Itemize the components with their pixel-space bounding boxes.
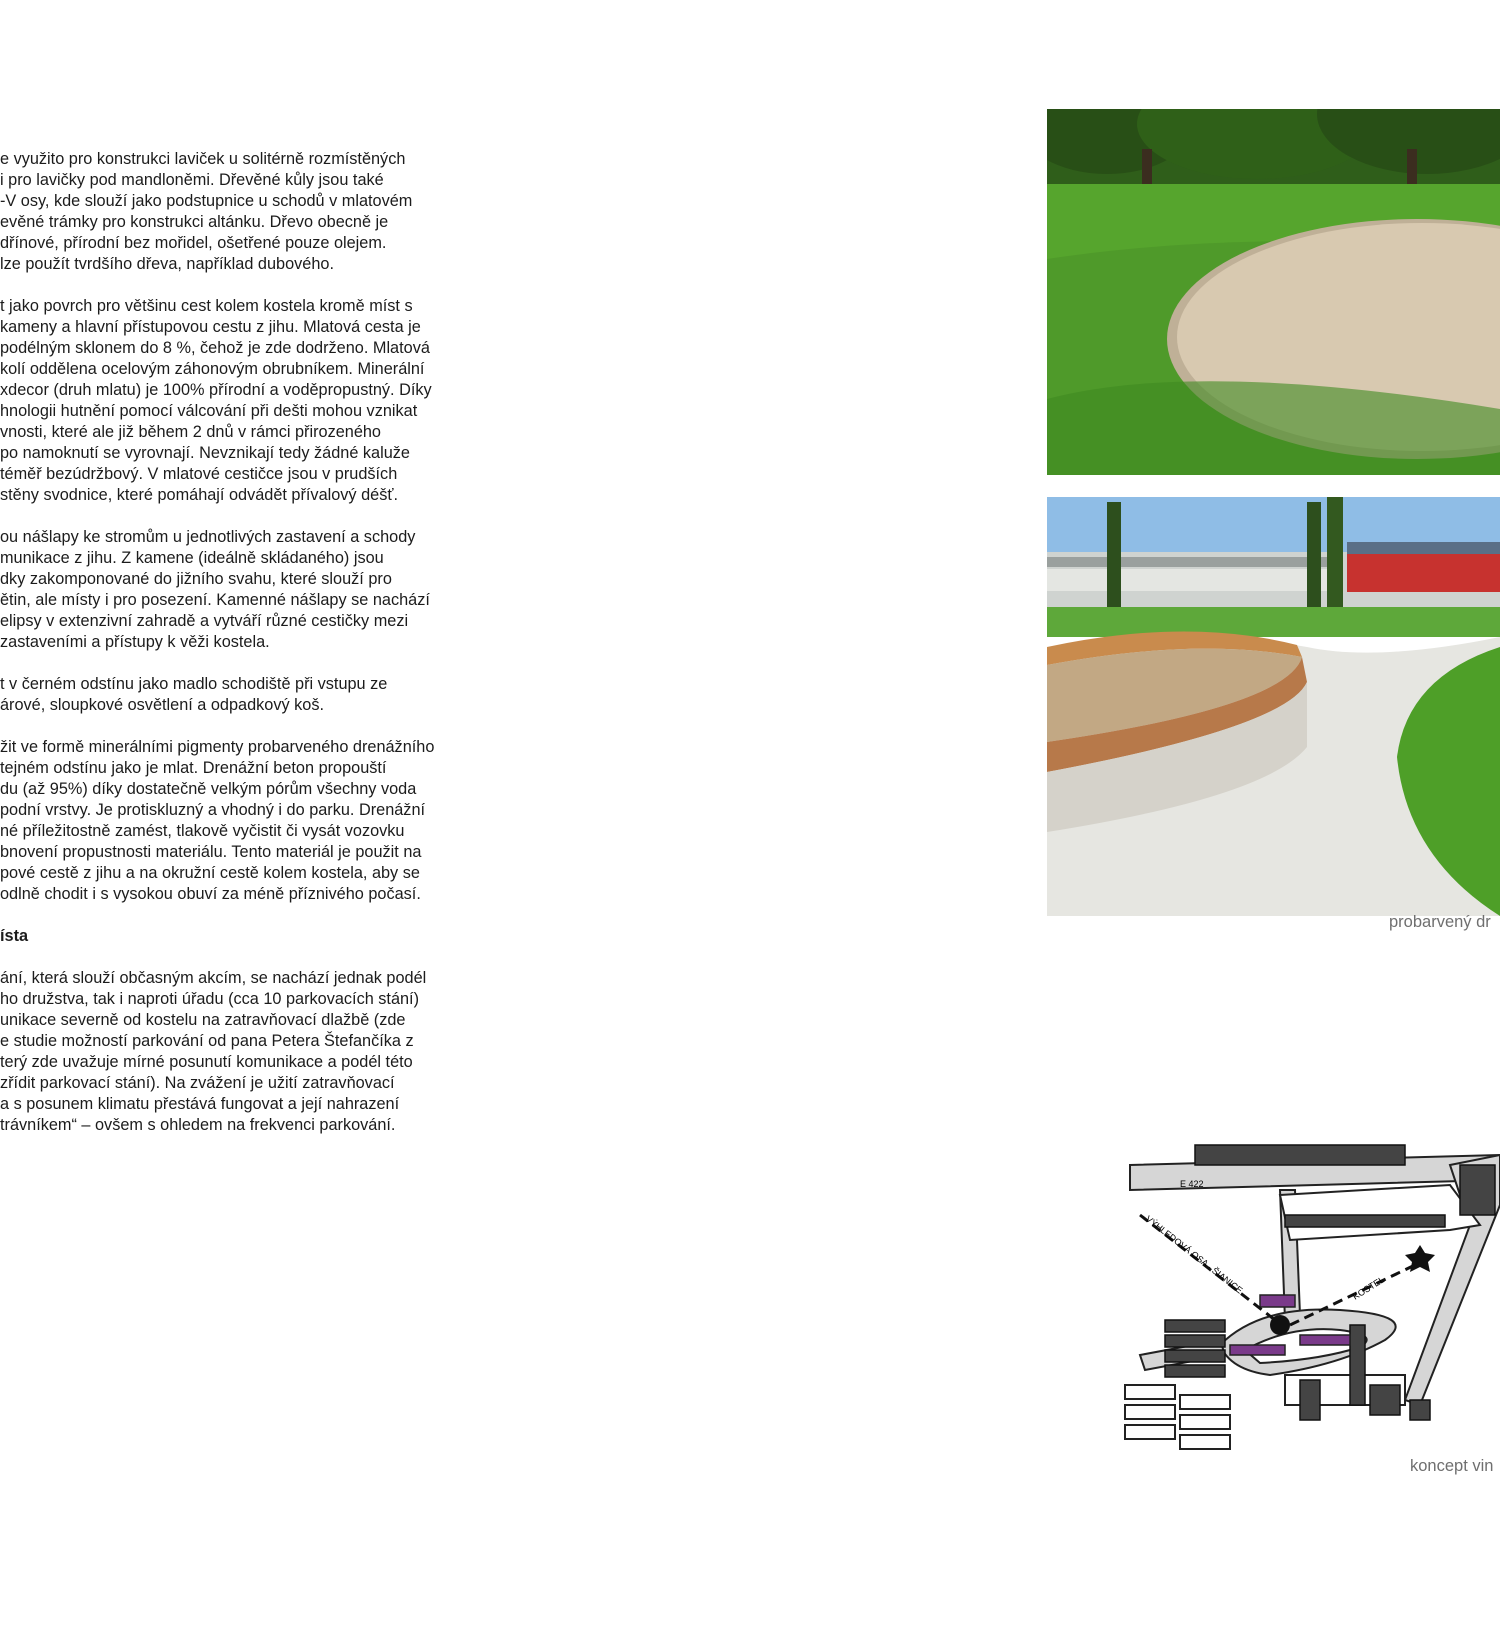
text-line: t v černém odstínu jako madlo schodiště při vstupu ze [0, 675, 388, 693]
text-line: terý zde uvažuje mírné posunutí komunikace a podél této [0, 1053, 413, 1071]
text-line: elipsy v extenzivní zahradě a vytváří různé cestičky mezi [0, 612, 409, 630]
text-line: ání, která slouží občasným akcím, se nachází jednak podél [0, 969, 427, 987]
text-line: téměř bezúdržbový. V mlatové cestičce jsou v prudších [0, 465, 398, 483]
photo-caption: probarvený dr [1389, 913, 1491, 931]
sketch-church-label: KOSTEL [1350, 1274, 1387, 1302]
text-line: evěné trámky pro konstrukci altánku. Dřevo obecně je [0, 213, 389, 231]
text-line: zastaveními a přístupy k věži kostela. [0, 633, 270, 651]
text-line: odlně chodit i s vysokou obuví za méně příznivého počasí. [0, 885, 421, 903]
body-paragraph [0, 527, 452, 653]
text-line: vnosti, které ale již během 2 dnů v rámci přirozeného [0, 423, 381, 441]
text-line: xdecor (druh mlatu) je 100% přírodní a voděpropustný. Díky [0, 381, 432, 399]
text-line: -V osy, kde slouží jako podstupnice u schodů v mlatovém [0, 192, 413, 210]
text-line: podélným sklonem do 8 %, čehož je zde dodrženo. Mlatová [0, 339, 430, 357]
text-line: tejném odstínu jako je mlat. Drenážní beton propouští [0, 759, 387, 777]
body-paragraph [0, 968, 452, 1136]
text-line: trávníkem“ – ovšem s ohledem na frekvenci parkování. [0, 1116, 396, 1134]
body-paragraph [0, 737, 452, 905]
text-line: lze použít tvrdšího dřeva, například dubového. [0, 255, 334, 273]
sketch-caption: koncept vin [1410, 1457, 1494, 1475]
text-line: a s posunem klimatu přestává fungovat a její nahrazení [0, 1095, 400, 1113]
text-line: ou nášlapy ke stromům u jednotlivých zastavení a schody [0, 528, 416, 546]
photo-drainage-path [1047, 497, 1500, 916]
text-column [0, 149, 452, 1157]
text-line: e využito pro konstrukci laviček u solitérně rozmístěných [0, 150, 406, 168]
sketch-road-label: E 422 [1180, 1179, 1204, 1189]
body-paragraph [0, 296, 452, 506]
text-line: i pro lavičky pod mandloněmi. Dřevěné kůly jsou také [0, 171, 384, 189]
body-paragraph [0, 674, 452, 716]
text-line: du (až 95%) díky dostatečně velkým pórům všechny voda [0, 780, 417, 798]
body-paragraph [0, 149, 452, 275]
text-line: kolí oddělena ocelovým záhonovým obrubníkem. Minerální [0, 360, 425, 378]
text-line: dky zakomponované do jižního svahu, které slouží pro [0, 570, 392, 588]
text-line: po namoknutí se vyrovnají. Nevznikají tedy žádné kaluže [0, 444, 410, 462]
text-line: ětin, ale místy i pro posezení. Kamenné nášlapy se nachází [0, 591, 430, 609]
text-line: t jako povrch pro většinu cest kolem kostela kromě míst s [0, 297, 413, 315]
text-line: pové cestě z jihu a na okružní cestě kolem kostela, aby se [0, 864, 420, 882]
text-line: stěny svodnice, které pomáhají odvádět přívalový déšť. [0, 486, 398, 504]
text-line: hnologii hutnění pomocí válcování při dešti mohou vznikat [0, 402, 418, 420]
text-line: zřídit parkovací stání). Na zvážení je užití zatravňovací [0, 1074, 395, 1092]
concept-sketch [1120, 1135, 1500, 1453]
text-line: kameny a hlavní přístupovou cestu z jihu. Mlatová cesta je [0, 318, 421, 336]
photo-gravel-ellipse [1047, 109, 1500, 475]
text-line: bnovení propustnosti materiálu. Tento materiál je použit na [0, 843, 422, 861]
text-line: e studie možností parkování od pana Petera Štefančíka z [0, 1032, 414, 1050]
text-line: ho družstva, tak i naproti úřadu (cca 10 parkovacích stání) [0, 990, 420, 1008]
text-line: munikace z jihu. Z kamene (ideálně skládaného) jsou [0, 549, 384, 567]
sketch-axis-label: VÝHLEDOVÁ OSA - ŠIANICE [1143, 1213, 1245, 1296]
text-line: árové, sloupkové osvětlení a odpadkový koš. [0, 696, 325, 714]
text-line: žit ve formě minerálními pigmenty probarveného drenážního [0, 738, 435, 756]
text-line: dřínové, přírodní bez mořidel, ošetřené pouze olejem. [0, 234, 387, 252]
text-line: né příležitostně zamést, tlakově vyčistit či vysát vozovku [0, 822, 405, 840]
text-line: podní vrstvy. Je protiskluzný a vhodný i do parku. Drenážní [0, 801, 426, 819]
section-heading: ísta [0, 927, 29, 945]
text-line: unikace severně od kostelu na zatravňovací dlažbě (zde [0, 1011, 406, 1029]
